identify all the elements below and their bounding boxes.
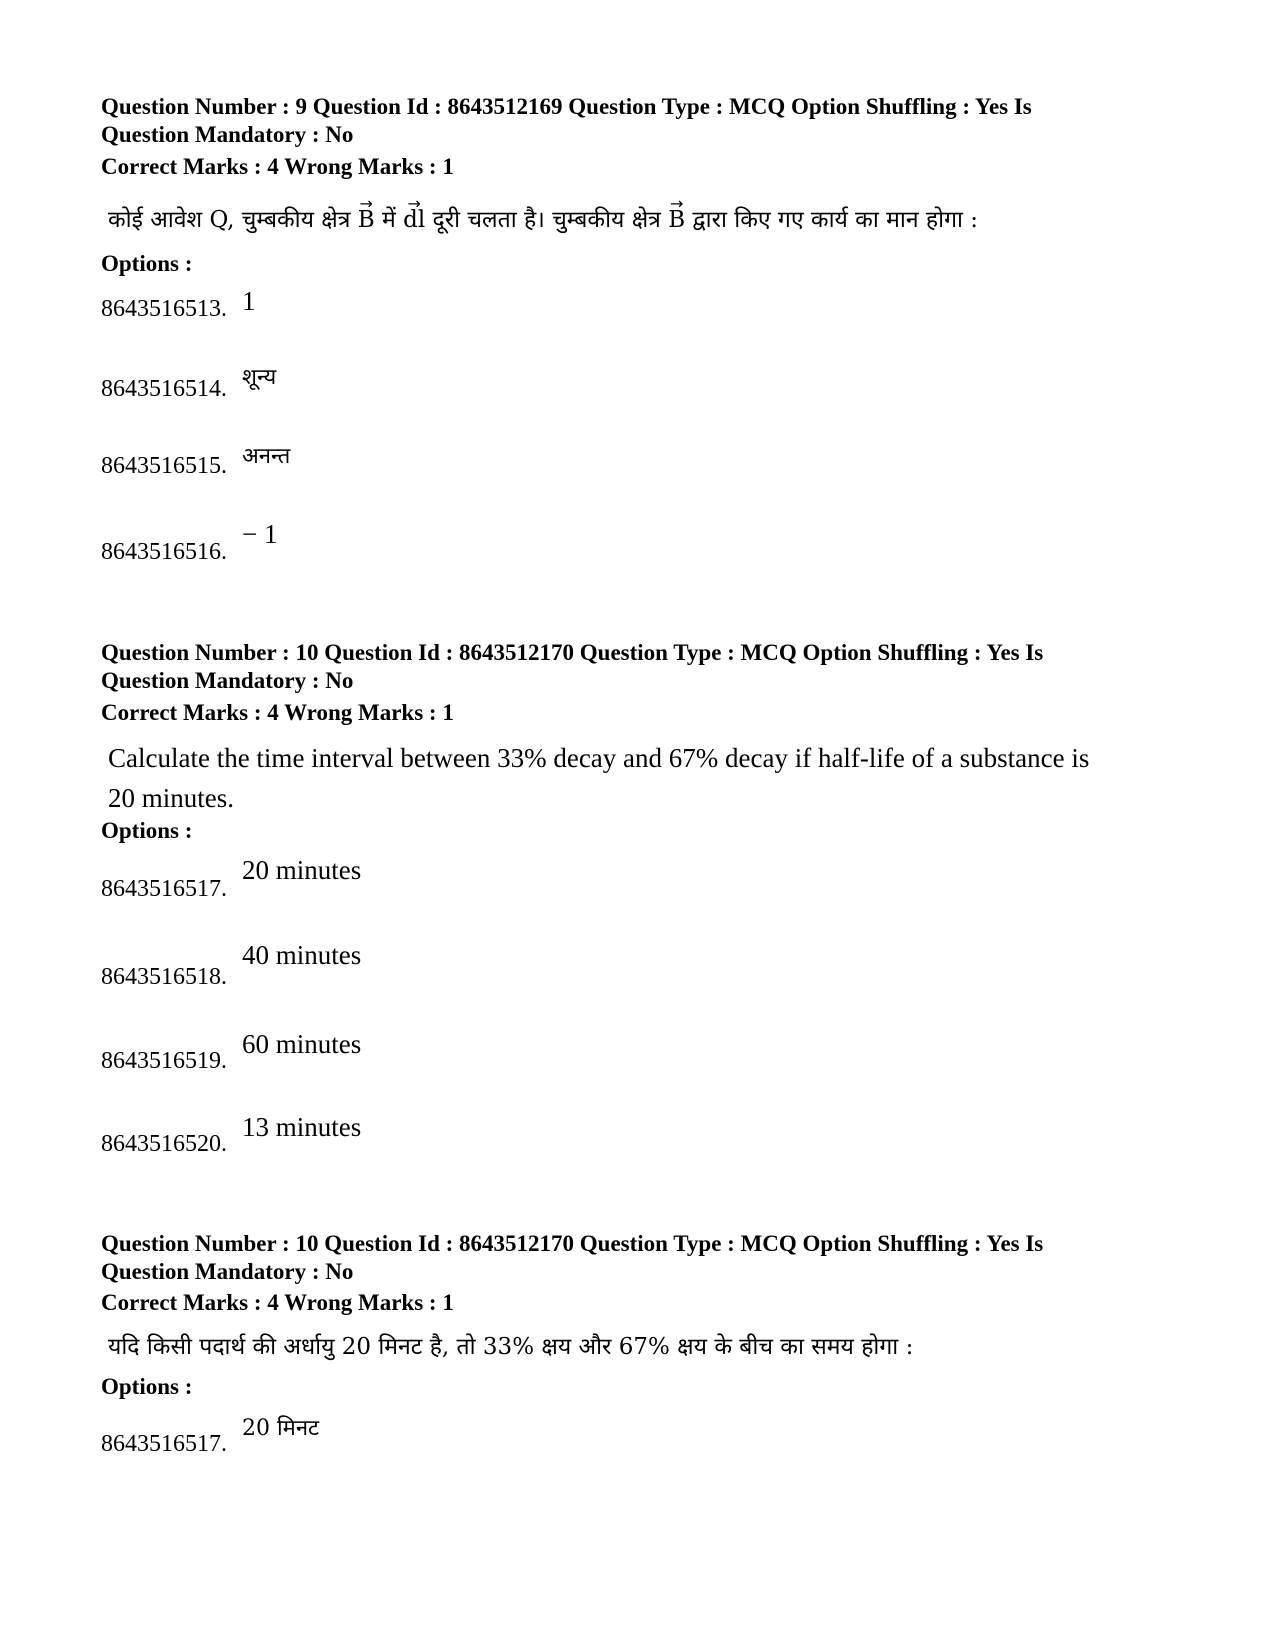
vector-symbol: → B <box>668 200 685 240</box>
question-meta <box>101 1230 1181 1286</box>
question-text <box>108 200 1188 240</box>
question-marks: Correct Marks : 4 Wrong Marks : 1 <box>101 154 454 179</box>
option-value: − 1 <box>242 519 278 549</box>
option-id: 8643516513. <box>101 296 227 322</box>
option-value: 20 मिनट <box>242 1416 320 1441</box>
question-meta-line: Question Number : 10 Question Id : 8643512170 Question Type : MCQ Option Shuffling : Yes Is <box>101 1231 1044 1256</box>
vector-symbol: → B <box>358 200 375 240</box>
question-meta-line: Question Mandatory : No <box>101 668 354 693</box>
question-meta-line: Question Mandatory : No <box>101 1259 354 1284</box>
question-marks: Correct Marks : 4 Wrong Marks : 1 <box>101 1290 454 1315</box>
question-text: यदि किसी पदार्थ की अर्धायु 20 मिनट है, तो 33% क्षय और 67% क्षय के बीच का समय होगा : <box>108 1334 914 1360</box>
question-marks: Correct Marks : 4 Wrong Marks : 1 <box>101 700 454 725</box>
option-value: अनन्त <box>242 444 291 469</box>
option-value: 1 <box>242 286 256 316</box>
question-text <box>108 738 1188 818</box>
option-value: 13 minutes <box>242 1112 362 1142</box>
option-value: 20 minutes <box>242 855 362 885</box>
question-meta-line: Question Mandatory : No <box>101 122 354 147</box>
options-label: Options : <box>101 818 193 843</box>
question-meta-line: Question Number : 9 Question Id : 8643512169 Question Type : MCQ Option Shuffling : Yes Is <box>101 94 1032 119</box>
question-text-part: द्वारा किए गए कार्य का मान होगा : <box>685 207 979 233</box>
option-id: 8643516519. <box>101 1048 227 1074</box>
option-value: शून्य <box>242 365 277 390</box>
option-id: 8643516515. <box>101 453 227 479</box>
option-id: 8643516517. <box>101 876 227 902</box>
options-label: Options : <box>101 251 193 276</box>
question-text-part: कोई आवेश Q, चुम्बकीय क्षेत्र <box>108 207 358 233</box>
question-text-line: 20 minutes. <box>108 783 234 813</box>
vector-symbol: → dl <box>403 200 425 240</box>
question-meta-line: Question Number : 10 Question Id : 8643512170 Question Type : MCQ Option Shuffling : Yes Is <box>101 640 1044 665</box>
question-text-part: में <box>374 207 404 233</box>
option-id: 8643516516. <box>101 539 227 565</box>
options-label: Options : <box>101 1374 193 1399</box>
option-id: 8643516514. <box>101 376 227 402</box>
option-id: 8643516520. <box>101 1131 227 1157</box>
question-text-part: दूरी चलता है। चुम्बकीय क्षेत्र <box>425 207 669 233</box>
option-value: 40 minutes <box>242 940 362 970</box>
question-meta <box>101 93 1181 149</box>
question-text-line: Calculate the time interval between 33% decay and 67% decay if half-life of a substance is <box>108 743 1090 773</box>
option-value: 60 minutes <box>242 1029 362 1059</box>
option-id: 8643516518. <box>101 964 227 990</box>
option-id: 8643516517. <box>101 1431 227 1457</box>
question-meta <box>101 639 1181 695</box>
